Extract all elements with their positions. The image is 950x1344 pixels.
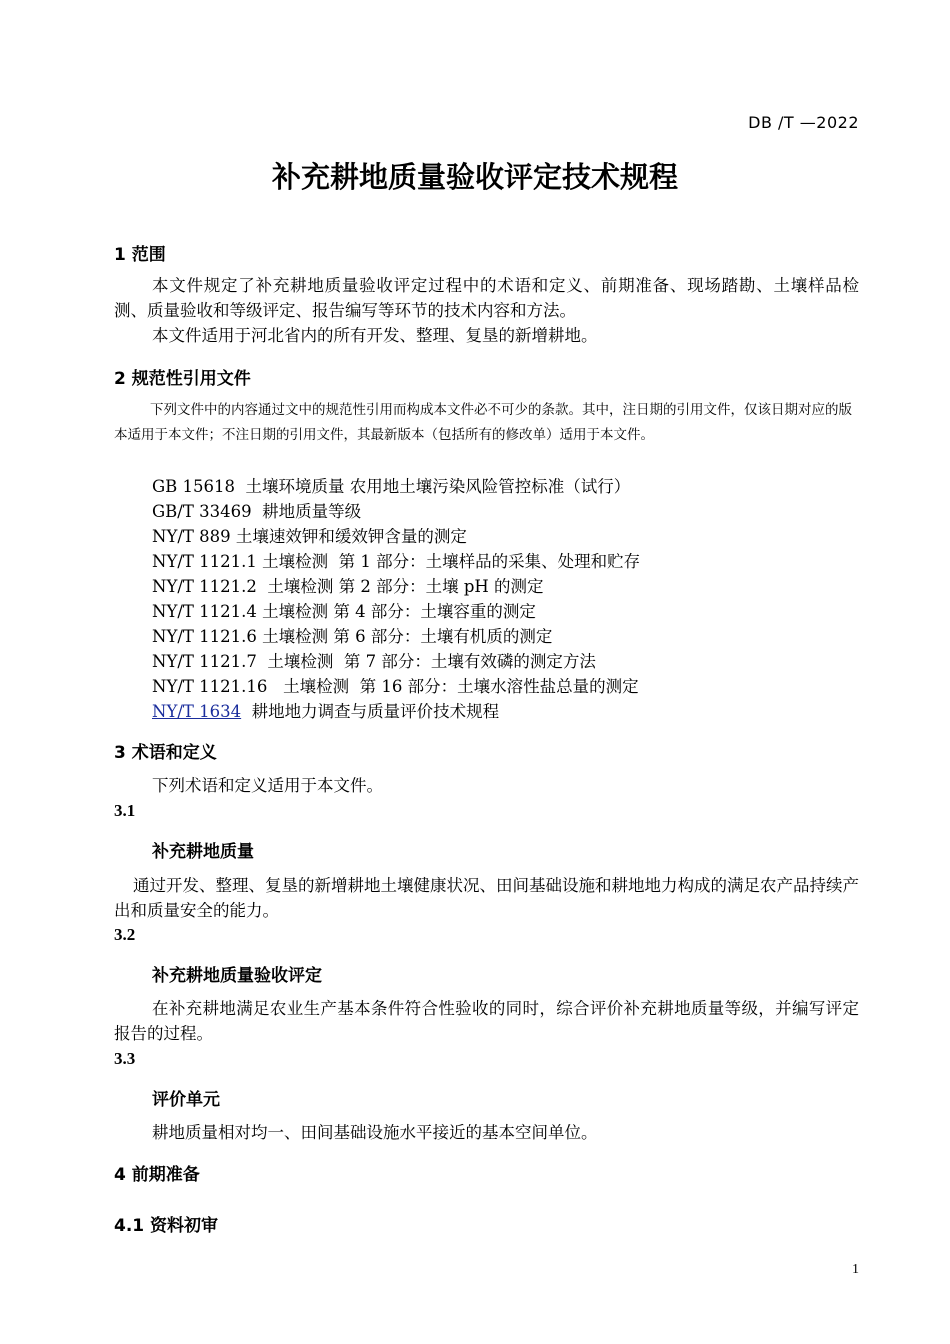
term-definition: 在补充耕地满足农业生产基本条件符合性验收的同时，综合评价补充耕地质量等级，并编写评定报告的过程。 <box>114 999 859 1043</box>
reference-item: GB/T 33469 耕地质量等级 <box>152 502 362 521</box>
reference-item: NY/T 889 土壤速效钾和缓效钾含量的测定 <box>152 527 467 546</box>
reference-link-ny-t-1634[interactable]: NY/T 1634 <box>152 702 242 721</box>
term-number: 3.2 <box>114 925 136 944</box>
section-1-paragraph-2: 本文件适用于河北省内的所有开发、整理、复垦的新增耕地。 <box>152 326 598 345</box>
term-number: 3.1 <box>114 801 136 820</box>
section-3-intro: 下列术语和定义适用于本文件。 <box>152 776 383 795</box>
term-definition: 耕地质量相对均一、田间基础设施水平接近的基本空间单位。 <box>152 1123 598 1142</box>
term-definition: 通过开发、整理、复垦的新增耕地土壤健康状况、田间基础设施和耕地地力构成的满足农产品持续产出和质量安全的能力。 <box>114 876 859 920</box>
term-name: 补充耕地质量 <box>152 842 254 862</box>
standard-code: DB /T —2022 <box>748 113 859 132</box>
reference-item: NY/T 1121.2 土壤检测 第 2 部分：土壤 pH 的测定 <box>152 577 544 596</box>
reference-item: GB 15618 土壤环境质量 农用地土壤污染风险管控标准（试行） <box>152 477 631 496</box>
reference-item: NY/T 1121.4 土壤检测 第 4 部分：土壤容重的测定 <box>152 602 536 621</box>
section-1-paragraph-1: 本文件规定了补充耕地质量验收评定过程中的术语和定义、前期准备、现场踏勘、土壤样品检测、质量验收和等级评定、报告编写等环节的技术内容和方法。 <box>114 276 859 320</box>
reference-item-last <box>152 698 499 722</box>
reference-item: NY/T 1121.7 土壤检测 第 7 部分：土壤有效磷的测定方法 <box>152 652 596 671</box>
section-2-heading: 2 规范性引用文件 <box>114 369 251 389</box>
reference-item: NY/T 1121.16 土壤检测 第 16 部分：土壤水溶性盐总量的测定 <box>152 677 639 696</box>
reference-item: NY/T 1121.6 土壤检测 第 6 部分：土壤有机质的测定 <box>152 627 553 646</box>
term-name: 评价单元 <box>152 1090 220 1110</box>
term-name: 补充耕地质量验收评定 <box>152 966 322 986</box>
subsection-4-1-heading: 4.1 资料初审 <box>114 1216 219 1236</box>
page-number: 1 <box>852 1262 859 1277</box>
term-number: 3.3 <box>114 1049 136 1068</box>
section-4-heading: 4 前期准备 <box>114 1165 200 1185</box>
section-1-heading: 1 范围 <box>114 245 166 265</box>
reference-title: 耕地地力调查与质量评价技术规程 <box>241 702 500 721</box>
document-title: 补充耕地质量验收评定技术规程 <box>271 160 678 194</box>
reference-item: NY/T 1121.1 土壤检测 第 1 部分：土壤样品的采集、处理和贮存 <box>152 552 641 571</box>
section-2-intro: 下列文件中的内容通过文中的规范性引用而构成本文件必不可少的条款。其中，注日期的引用文件，仅该日期对应的版本适用于本文件；不注日期的引用文件，其最新版本（包括所有的修改单）适用于本文件。 <box>114 402 852 443</box>
section-3-heading: 3 术语和定义 <box>114 743 217 763</box>
